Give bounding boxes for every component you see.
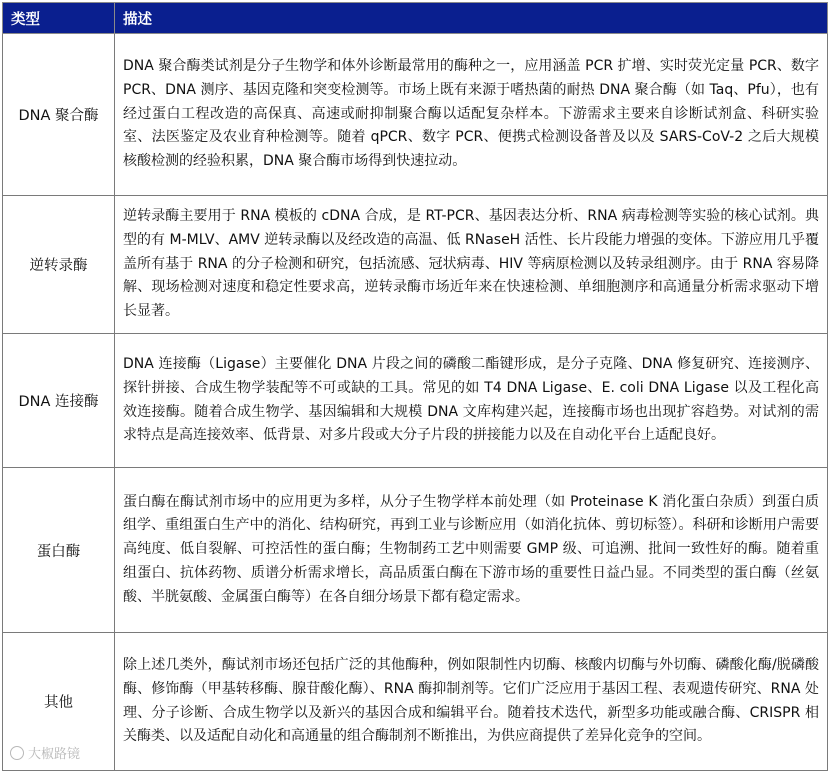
watermark xyxy=(10,743,80,762)
row-desc-reverse-transcriptase: 逆转录酶主要用于 RNA 模板的 cDNA 合成，是 RT-PCR、基因表达分析、RNA 病毒检测等实验的核心试剂。典型的有 M-MLV、AMV 逆转录酶以及经改造的高温、低 RNaseH 活性、长片段能力增强的变体。下游应用几乎覆盖所有基于 RNA 的分子检测和研究，包括流感、冠状病毒、HIV 等病原检测以及转录组测序。由于 RNA 容易降解、现场检测对速度和稳定性要求高，逆转录酶市场近年来在快速检测、单细胞测序和高通量分析需求驱动下增长显著。 xyxy=(115,196,828,334)
table-row xyxy=(3,633,828,771)
row-type-protease: 蛋白酶 xyxy=(3,468,115,633)
row-desc-other: 除上述几类外，酶试剂市场还包括广泛的其他酶种，例如限制性内切酶、核酸内切酶与外切酶、磷酸化酶/脱磷酸酶、修饰酶（甲基转移酶、腺苷酸化酶）、RNA 酶抑制剂等。它们广泛应用于基因工程、表观遗传研究、RNA 处理、分子诊断、合成生物学以及新兴的基因合成和编辑平台。随着技术迭代，新型多功能或融合酶、CRISPR 相关酶类、以及适配自动化和高通量的组合酶制剂不断推出，为供应商提供了差异化竞争的空间。 xyxy=(115,633,828,771)
watermark-text: 大椒路镜 xyxy=(28,747,81,762)
table-header-row xyxy=(3,3,828,34)
row-type-reverse-transcriptase: 逆转录酶 xyxy=(3,196,115,334)
row-desc-protease: 蛋白酶在酶试剂市场中的应用更为多样，从分子生物学样本前处理（如 Proteinase K 消化蛋白杂质）到蛋白质组学、重组蛋白生产中的消化、结构研究，再到工业与诊断应用（如消化抗体、剪切标签）。科研和诊断用户需要高纯度、低自裂解、可控活性的蛋白酶；生物制药工艺中则需要 GMP 级、可追溯、批间一致性好的酶。随着重组蛋白、抗体药物、质谱分析需求增长，高品质蛋白酶在下游市场的重要性日益凸显。不同类型的蛋白酶（丝氨酸、半胱氨酸、金属蛋白酶等）在各自细分场景下都有稳定需求。 xyxy=(115,468,828,633)
header-type: 类型 xyxy=(3,3,115,34)
watermark-logo-icon xyxy=(10,746,24,760)
header-description: 描述 xyxy=(115,3,828,34)
row-desc-dna-polymerase: DNA 聚合酶类试剂是分子生物学和体外诊断最常用的酶种之一，应用涵盖 PCR 扩增、实时荧光定量 PCR、数字 PCR、DNA 测序、基因克隆和突变检测等。市场上既有来源于嗜热菌的耐热 DNA 聚合酶（如 Taq、Pfu），也有经过蛋白工程改造的高保真、高速或耐抑制聚合酶以适配复杂样本。下游需求主要来自诊断试剂盒、科研实验室、法医鉴定及农业育种检测等。随着 qPCR、数字 PCR、便携式检测设备普及以及 SARS-CoV-2 之后大规模核酸检测的经验积累，DNA 聚合酶市场得到快速拉动。 xyxy=(115,34,828,196)
row-type-other: 其他 xyxy=(3,633,115,771)
table-row xyxy=(3,196,828,334)
table-row xyxy=(3,334,828,468)
row-type-dna-ligase: DNA 连接酶 xyxy=(3,334,115,468)
enzyme-table xyxy=(2,2,828,771)
table-row xyxy=(3,468,828,633)
table-row xyxy=(3,34,828,196)
row-type-dna-polymerase: DNA 聚合酶 xyxy=(3,34,115,196)
row-desc-dna-ligase: DNA 连接酶（Ligase）主要催化 DNA 片段之间的磷酸二酯键形成，是分子克隆、DNA 修复研究、连接测序、探针拼接、合成生物学装配等不可或缺的工具。常见的如 T4 DNA Ligase、E. coli DNA Ligase 以及工程化高效连接酶。随着合成生物学、基因编辑和大规模 DNA 文库构建兴起，连接酶市场也出现扩容趋势。对试剂的需求特点是高连接效率、低背景、对多片段或大分子片段的拼接能力以及在自动化平台上适配良好。 xyxy=(115,334,828,468)
